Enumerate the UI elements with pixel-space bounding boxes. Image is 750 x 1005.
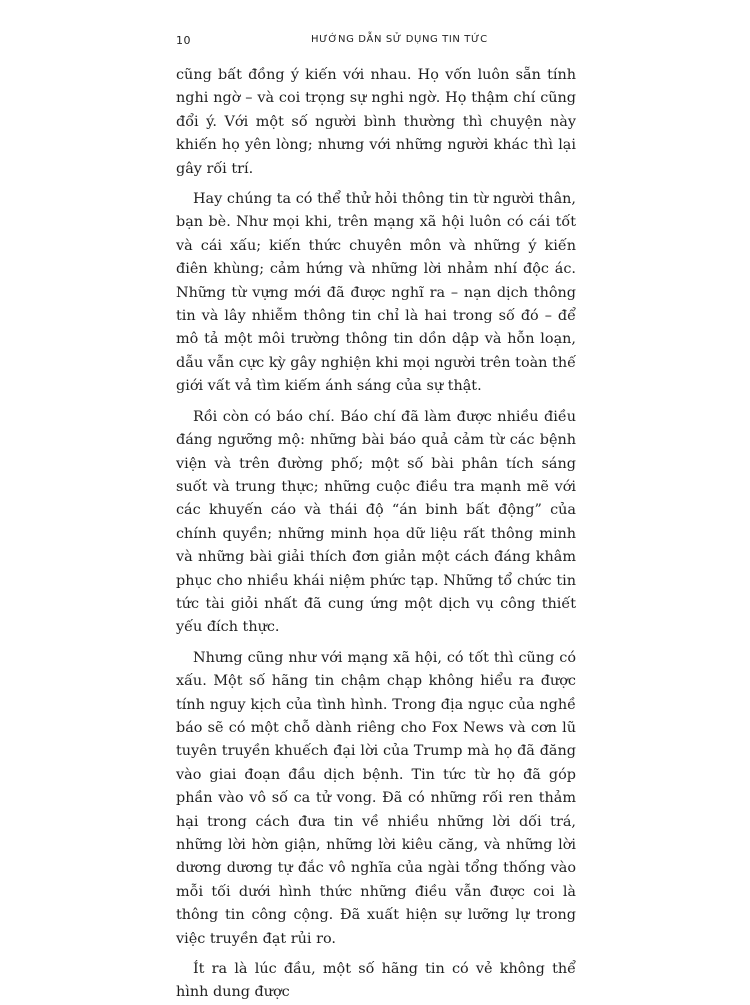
- paragraph: Ít ra là lúc đầu, một số hãng tin có vẻ không thể hình dung được: [176, 961, 576, 1001]
- page-number: 10: [176, 34, 191, 47]
- paragraph: Nhưng cũng như với mạng xã hội, có tốt thì cũng có xấu. Một số hãng tin chậm chạp không hiểu ra được tính nguy kịch của tình hình. Trong địa ngục của nghề báo sẽ có một chỗ dành riêng cho Fox News và cơn lũ tuyên truyền khuếch đại lời của Trump mà họ đã đăng vào giai đoạn đầu dịch bệnh. Tin tức từ họ đã góp phần vào vô số ca tử vong. Đã có những rối ren thảm hại trong cách đưa tin về nhiều những lời dối trá, những lời hờn giận, những lời kiêu căng, và những lời dương dương tự đắc vô nghĩa của ngài tổng thống vào mỗi tối dưới hình thức những điều vẫn được coi là thông tin công cộng. Đã xuất hiện sự lưỡng lự trong việc truyền đạt rủi ro.: [176, 649, 576, 947]
- body-text: [176, 64, 576, 1005]
- running-header: [176, 34, 576, 50]
- paragraph: Rồi còn có báo chí. Báo chí đã làm được nhiều điều đáng ngưỡng mộ: những bài báo quả cảm từ các bệnh viện và trên đường phố; một số bài phân tích sáng suốt và trung thực; những cuộc điều tra mạnh mẽ với các khuyến cáo và thái độ “án binh bất động” của chính quyền; những minh họa dữ liệu rất thông minh và những bài giải thích đơn giản một cách đáng khâm phục cho nhiều khái niệm phức tạp. Những tổ chức tin tức tài giỏi nhất đã cung ứng một dịch vụ công thiết yếu đích thực.: [176, 408, 576, 636]
- paragraph: cũng bất đồng ý kiến với nhau. Họ vốn luôn sẵn tính nghi ngờ – và coi trọng sự nghi ngờ. Họ thậm chí cũng đổi ý. Với một số người bình thường thì chuyện này khiến họ yên lòng; nhưng với những người khác thì lại gây rối trí.: [176, 67, 576, 177]
- book-title: HƯỚNG DẪN SỬ DỤNG TIN TỨC: [311, 34, 488, 45]
- paragraph: Hay chúng ta có thể thử hỏi thông tin từ người thân, bạn bè. Như mọi khi, trên mạng xã hội luôn có cái tốt và cái xấu; kiến thức chuyên môn và những ý kiến điên khùng; cảm hứng và những lời nhảm nhí độc ác. Những từ vựng mới đã được nghĩ ra – nạn dịch thông tin và lây nhiễm thông tin chỉ là hai trong số đó – để mô tả một môi trường thông tin dồn dập và hỗn loạn, dẫu vẫn cực kỳ gây nghiện khi mọi người trên toàn thế giới vất vả tìm kiếm ánh sáng của sự thật.: [176, 191, 576, 395]
